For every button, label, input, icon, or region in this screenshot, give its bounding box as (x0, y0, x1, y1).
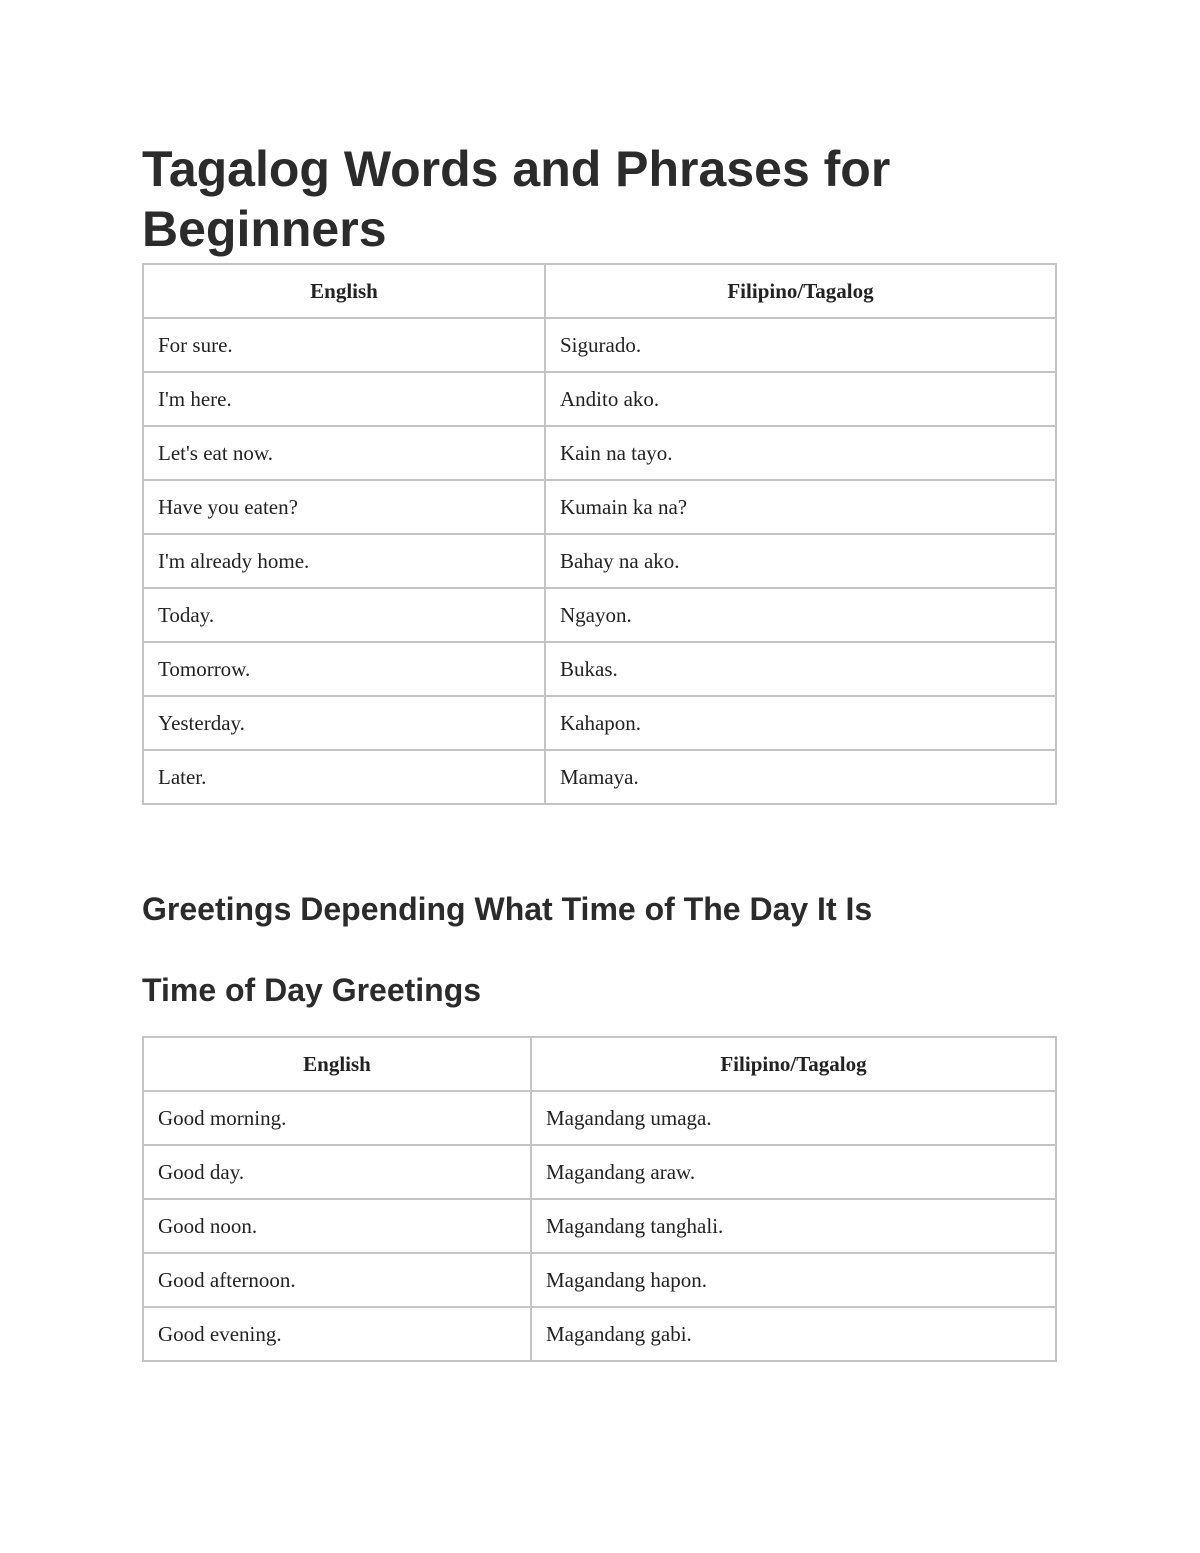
table-header-row (143, 1037, 1056, 1091)
filipino-cell: Bukas. (545, 642, 1056, 696)
table-row (143, 696, 1056, 750)
table-row (143, 318, 1056, 372)
column-header-english: English (143, 264, 545, 318)
filipino-cell: Magandang gabi. (531, 1307, 1056, 1361)
section-heading: Greetings Depending What Time of The Day It Is (142, 891, 873, 927)
table-row (143, 750, 1056, 804)
column-header-filipino: Filipino/Tagalog (545, 264, 1056, 318)
filipino-cell: Kain na tayo. (545, 426, 1056, 480)
filipino-cell: Kumain ka na? (545, 480, 1056, 534)
table-row (143, 534, 1056, 588)
table-row (143, 1253, 1056, 1307)
filipino-cell: Magandang araw. (531, 1145, 1056, 1199)
page-title: Tagalog Words and Phrases for Beginners (142, 141, 891, 257)
table-row (143, 1199, 1056, 1253)
filipino-cell: Sigurado. (545, 318, 1056, 372)
filipino-cell: Magandang tanghali. (531, 1199, 1056, 1253)
english-cell: Good noon. (143, 1199, 531, 1253)
phrases-table (142, 263, 1057, 805)
english-cell: Let's eat now. (143, 426, 545, 480)
english-cell: Have you eaten? (143, 480, 545, 534)
filipino-cell: Ngayon. (545, 588, 1056, 642)
table-row (143, 642, 1056, 696)
table-row (143, 372, 1056, 426)
english-cell: Tomorrow. (143, 642, 545, 696)
column-header-english: English (143, 1037, 531, 1091)
english-cell: Good day. (143, 1145, 531, 1199)
english-cell: Later. (143, 750, 545, 804)
english-cell: Good morning. (143, 1091, 531, 1145)
english-cell: Good afternoon. (143, 1253, 531, 1307)
table-header-row (143, 264, 1056, 318)
english-cell: For sure. (143, 318, 545, 372)
table-row (143, 480, 1056, 534)
filipino-cell: Andito ako. (545, 372, 1056, 426)
filipino-cell: Mamaya. (545, 750, 1056, 804)
greetings-table (142, 1036, 1057, 1362)
table-row (143, 426, 1056, 480)
table-row (143, 1145, 1056, 1199)
filipino-cell: Magandang hapon. (531, 1253, 1056, 1307)
table-row (143, 1091, 1056, 1145)
english-cell: Today. (143, 588, 545, 642)
english-cell: Yesterday. (143, 696, 545, 750)
table-row (143, 1307, 1056, 1361)
column-header-filipino: Filipino/Tagalog (531, 1037, 1056, 1091)
section-subheading: Time of Day Greetings (142, 972, 482, 1008)
filipino-cell: Magandang umaga. (531, 1091, 1056, 1145)
english-cell: Good evening. (143, 1307, 531, 1361)
english-cell: I'm already home. (143, 534, 545, 588)
filipino-cell: Kahapon. (545, 696, 1056, 750)
filipino-cell: Bahay na ako. (545, 534, 1056, 588)
table-row (143, 588, 1056, 642)
english-cell: I'm here. (143, 372, 545, 426)
